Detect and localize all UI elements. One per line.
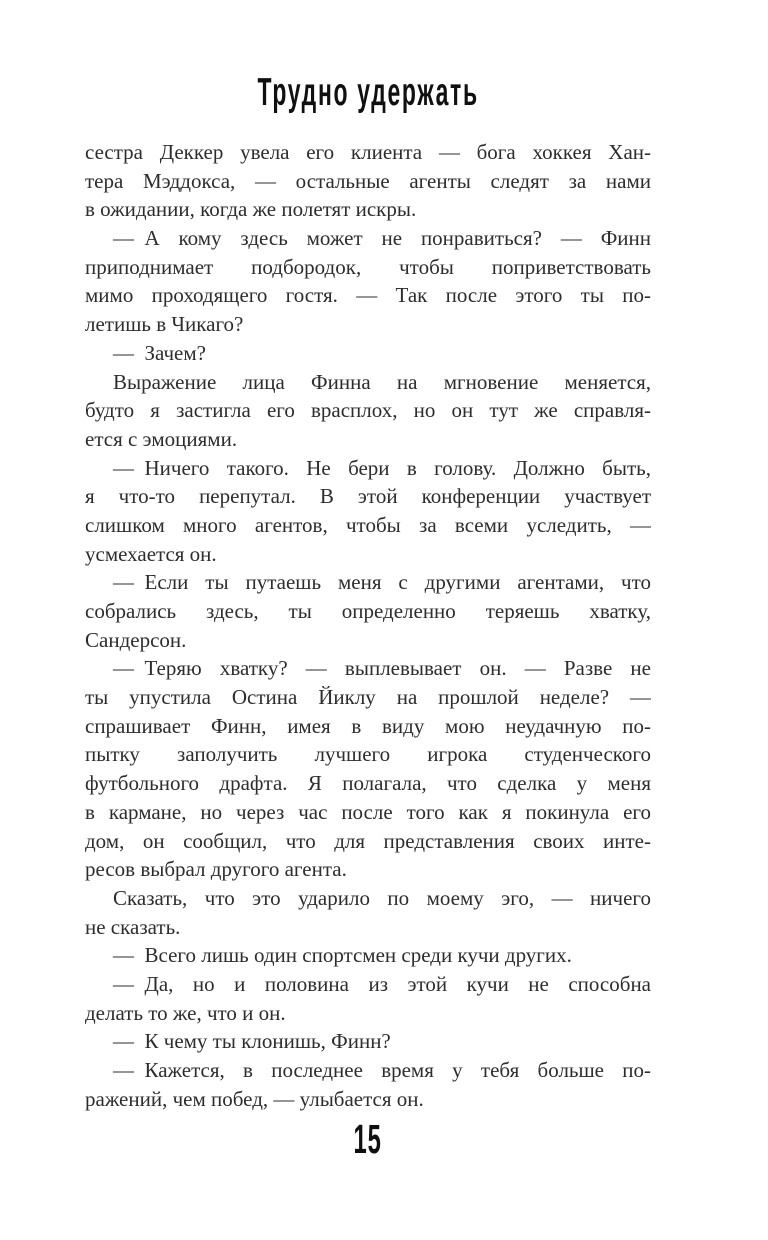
- text-line: Сказать, что это ударило по моему эго, — ничего: [113, 885, 651, 910]
- text-line: будто я застигла его врасплох, но он тут же справля-: [85, 398, 651, 423]
- text-line: — Ничего такого. Не бери в голову. Должно быть,: [113, 455, 651, 480]
- page-footer: [85, 1118, 651, 1167]
- text-line: — Если ты путаешь меня с другими агентами, что: [113, 570, 651, 595]
- text-line: не сказать.: [85, 914, 181, 939]
- book-title: Трудно удержать: [257, 70, 479, 114]
- text-line: футбольного драфта. Я полагала, что сделка у меня: [85, 771, 651, 796]
- text-line: — Кажется, в последнее время у тебя больше по-: [113, 1058, 651, 1082]
- text-line: — К чему ты клонишь, Финн?: [113, 1029, 391, 1054]
- text-line: — Да, но и половина из этой кучи не способна: [113, 971, 651, 996]
- text-line: приподнимает подбородок, чтобы поприветствовать: [85, 254, 651, 279]
- text-line: Выражение лица Финна на мгновение меняется,: [113, 369, 651, 394]
- text-line: летишь в Чикаго?: [85, 312, 244, 337]
- running-header: [85, 72, 651, 117]
- text-line: пытку заполучить лучшего игрока студенческого: [85, 742, 651, 767]
- text-line: — Зачем?: [113, 340, 206, 365]
- text-line: — А кому здесь может не понравиться? — Финн: [113, 226, 651, 251]
- text-line: я что-то перепутал. В этой конференции участвует: [85, 484, 651, 509]
- text-line: мимо проходящего гостя. — Так после этого ты по-: [85, 283, 651, 308]
- text-line: в ожидании, когда же полетят искры.: [85, 197, 417, 222]
- text-line: сестра Деккер увела его клиента — бога хоккея Хан-: [85, 140, 651, 164]
- text-line: ется с эмоциями.: [85, 426, 238, 451]
- text-line: в кармане, но через час после того как я покинула его: [85, 799, 651, 824]
- text-line: — Всего лишь один спортсмен среди кучи других.: [113, 943, 572, 968]
- page-number: 15: [353, 1116, 383, 1162]
- text-line: усмехается он.: [85, 541, 217, 566]
- text-line: дом, он сообщил, что для представления своих инте-: [85, 828, 651, 853]
- text-line: ресов выбрал другого агента.: [85, 857, 347, 882]
- text-line: ражений, чем побед, — улыбается он.: [85, 1086, 424, 1111]
- text-line: ты упустила Остина Йиклу на прошлой неделе? —: [85, 685, 651, 710]
- text-line: — Теряю хватку? — выплевывает он. — Разве не: [113, 656, 651, 681]
- page-text: [85, 138, 651, 1113]
- text-line: собрались здесь, ты определенно теряешь хватку,: [85, 599, 651, 623]
- text-line: спрашивает Финн, имея в виду мою неудачную по-: [85, 713, 651, 738]
- text-line: тера Мэддокса, — остальные агенты следят за нами: [85, 168, 651, 193]
- text-line: делать то же, что и он.: [85, 1000, 286, 1025]
- text-line: слишком много агентов, чтобы за всеми уследить, —: [85, 512, 651, 537]
- text-line: Сандерсон.: [85, 627, 187, 652]
